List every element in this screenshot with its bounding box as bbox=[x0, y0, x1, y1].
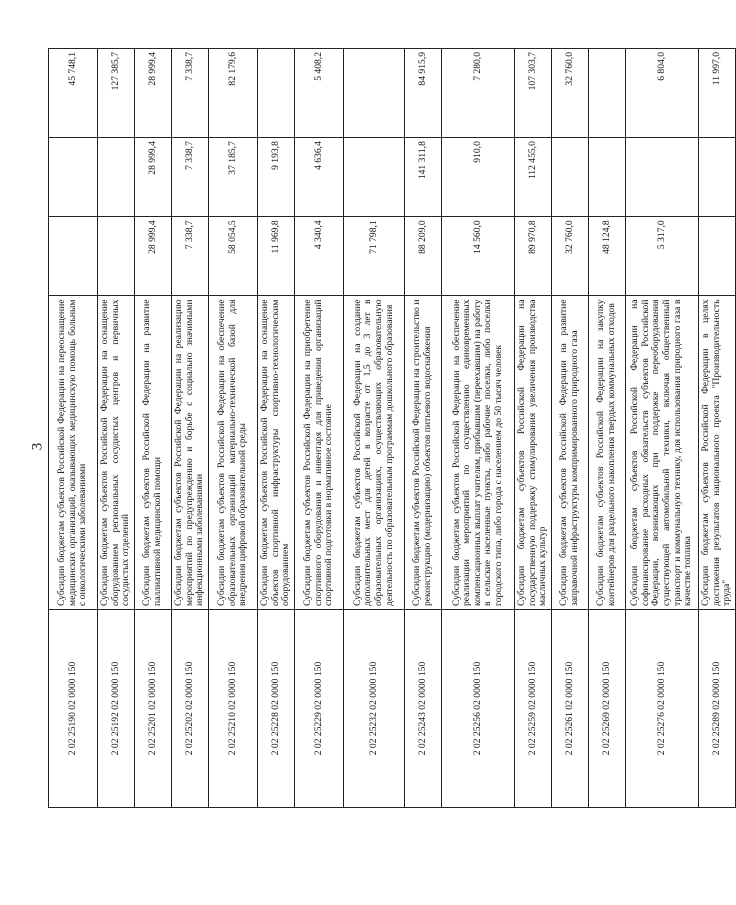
value-cell-3: 7 280,0 bbox=[442, 49, 515, 138]
value-cell-2 bbox=[589, 138, 626, 217]
value-cell-1: 11 969,8 bbox=[258, 217, 295, 296]
value-cell-1 bbox=[98, 217, 135, 296]
value-cell-1: 7 338,7 bbox=[172, 217, 209, 296]
value-cell-2 bbox=[49, 138, 98, 217]
name-cell: Субсидии бюджетам субъектов Российской Федерации на приобретение спортивного оборудования и инвентаря для приведения организаций спортивной подготовки в нормативное состояние bbox=[295, 296, 344, 610]
code-cell: 2 02 25289 02 0000 150 bbox=[699, 610, 736, 808]
value-cell-3 bbox=[344, 49, 405, 138]
value-cell-1: 14 560,0 bbox=[442, 217, 515, 296]
code-cell: 2 02 25232 02 0000 150 bbox=[344, 610, 405, 808]
name-cell: Субсидии бюджетам субъектов Российской Федерации на строительство и реконструкцию (модернизацию) объектов питьевого водоснабжения bbox=[405, 296, 442, 610]
value-cell-3: 6 804,0 bbox=[626, 49, 699, 138]
value-cell-3: 84 915,9 bbox=[405, 49, 442, 138]
value-cell-3 bbox=[589, 49, 626, 138]
value-cell-1: 4 340,4 bbox=[295, 217, 344, 296]
value-cell-1: 89 970,8 bbox=[515, 217, 552, 296]
code-cell: 2 02 25201 02 0000 150 bbox=[135, 610, 172, 808]
table-row bbox=[172, 49, 209, 808]
rotated-page bbox=[48, 48, 733, 808]
table-row bbox=[135, 49, 172, 808]
name-cell: Субсидии бюджетам субъектов Российской Федерации на оснащение оборудованием региональных сосудистых центров и первичных сосудистых отделений bbox=[98, 296, 135, 610]
table-row bbox=[699, 49, 736, 808]
value-cell-3: 45 748,1 bbox=[49, 49, 98, 138]
value-cell-1 bbox=[699, 217, 736, 296]
value-cell-3: 82 179,6 bbox=[209, 49, 258, 138]
code-cell: 2 02 25256 02 0000 150 bbox=[442, 610, 515, 808]
value-cell-2: 7 338,7 bbox=[172, 138, 209, 217]
name-cell: Субсидии бюджетам субъектов Российской Федерации на переоснащение медицинских организаций, оказывающих медицинскую помощь больным с онкологическими заболеваниями bbox=[49, 296, 98, 610]
name-cell: Субсидии бюджетам субъектов Российской Федерации на обеспечение реализации мероприятий по осуществлению единовременных компенсационных выплат учителям, прибывшим (переехавшим) на работу в сельские населенные пункты, либо рабочие поселки, либо поселки городского типа, либо города с населением до 50 тысяч человек bbox=[442, 296, 515, 610]
revenue-table-body bbox=[49, 49, 736, 808]
name-cell: Субсидии бюджетам субъектов Российской Федерации на развитие паллиативной медицинской помощи bbox=[135, 296, 172, 610]
table-row bbox=[209, 49, 258, 808]
value-cell-1: 88 209,0 bbox=[405, 217, 442, 296]
code-cell: 2 02 25229 02 0000 150 bbox=[295, 610, 344, 808]
table-row bbox=[258, 49, 295, 808]
name-cell: Субсидии бюджетам субъектов Российской Федерации на реализацию мероприятий по предупреждению и борьбе с социально значимыми инфекционными заболеваниями bbox=[172, 296, 209, 610]
value-cell-3 bbox=[258, 49, 295, 138]
name-cell: Субсидии бюджетам субъектов Российской Федерации на закупку контейнеров для раздельного накопления твердых коммунальных отходов bbox=[589, 296, 626, 610]
name-cell: Субсидии бюджетам субъектов Российской Федерации в целях достижения результатов национального проекта "Производительность труда" bbox=[699, 296, 736, 610]
code-cell: 2 02 25190 02 0000 150 bbox=[49, 610, 98, 808]
page-number: 3 bbox=[29, 442, 46, 451]
value-cell-3: 11 997,0 bbox=[699, 49, 736, 138]
value-cell-3: 7 338,7 bbox=[172, 49, 209, 138]
table-row bbox=[589, 49, 626, 808]
table-row bbox=[552, 49, 589, 808]
value-cell-3: 28 999,4 bbox=[135, 49, 172, 138]
value-cell-3: 32 760,0 bbox=[552, 49, 589, 138]
table-row bbox=[344, 49, 405, 808]
value-cell-2 bbox=[552, 138, 589, 217]
revenue-table bbox=[48, 48, 736, 808]
code-cell: 2 02 25202 02 0000 150 bbox=[172, 610, 209, 808]
value-cell-1: 5 317,0 bbox=[626, 217, 699, 296]
value-cell-2: 37 185,7 bbox=[209, 138, 258, 217]
table-row bbox=[626, 49, 699, 808]
value-cell-1: 28 999,4 bbox=[135, 217, 172, 296]
table-row bbox=[405, 49, 442, 808]
name-cell: Субсидии бюджетам субъектов Российской Федерации на создание дополнительных мест для детей в возрасте от 1,5 до 3 лет в образовательных организациях, осуществляющих образовательную деятельность по образовательным программам дошкольного образования bbox=[344, 296, 405, 610]
code-cell: 2 02 25269 02 0000 150 bbox=[589, 610, 626, 808]
code-cell: 2 02 25261 02 0000 150 bbox=[552, 610, 589, 808]
value-cell-3: 5 408,2 bbox=[295, 49, 344, 138]
value-cell-1: 32 760,0 bbox=[552, 217, 589, 296]
name-cell: Субсидии бюджетам субъектов Российской Федерации на софинансирование расходных обязательств субъектов Российской Федерации, возникающих при поддержке переоборудования существующей автомобильной техники, включая общественный транспорт и коммунальную технику, для использования природного газа в качестве топлива bbox=[626, 296, 699, 610]
table-row bbox=[49, 49, 98, 808]
code-cell: 2 02 25192 02 0000 150 bbox=[98, 610, 135, 808]
value-cell-1: 48 124,8 bbox=[589, 217, 626, 296]
table-row bbox=[515, 49, 552, 808]
value-cell-1: 58 054,5 bbox=[209, 217, 258, 296]
value-cell-3: 127 385,7 bbox=[98, 49, 135, 138]
value-cell-3: 107 303,7 bbox=[515, 49, 552, 138]
code-cell: 2 02 25228 02 0000 150 bbox=[258, 610, 295, 808]
name-cell: Субсидии бюджетам субъектов Российской Федерации на оснащение объектов спортивной инфраструктуры спортивно-технологическим оборудованием bbox=[258, 296, 295, 610]
table-row bbox=[295, 49, 344, 808]
value-cell-2: 9 193,8 bbox=[258, 138, 295, 217]
name-cell: Субсидии бюджетам субъектов Российской Федерации на обеспечение образовательных организаций материально-технической базой для внедрения цифровой образовательной среды bbox=[209, 296, 258, 610]
value-cell-1 bbox=[49, 217, 98, 296]
name-cell: Субсидии бюджетам субъектов Российской Федерации на государственную поддержку стимулирования увеличения производства масличных культур bbox=[515, 296, 552, 610]
value-cell-2: 4 636,4 bbox=[295, 138, 344, 217]
value-cell-2 bbox=[626, 138, 699, 217]
value-cell-1: 71 798,1 bbox=[344, 217, 405, 296]
code-cell: 2 02 25210 02 0000 150 bbox=[209, 610, 258, 808]
value-cell-2: 910,0 bbox=[442, 138, 515, 217]
table-row bbox=[98, 49, 135, 808]
code-cell: 2 02 25276 02 0000 150 bbox=[626, 610, 699, 808]
value-cell-2: 141 311,8 bbox=[405, 138, 442, 217]
value-cell-2: 112 455,0 bbox=[515, 138, 552, 217]
value-cell-2 bbox=[344, 138, 405, 217]
code-cell: 2 02 25259 02 0000 150 bbox=[515, 610, 552, 808]
value-cell-2 bbox=[98, 138, 135, 217]
name-cell: Субсидии бюджетам субъектов Российской Федерации на развитие заправочной инфраструктуры компримированного природного газа bbox=[552, 296, 589, 610]
code-cell: 2 02 25243 02 0000 150 bbox=[405, 610, 442, 808]
table-row bbox=[442, 49, 515, 808]
value-cell-2 bbox=[699, 138, 736, 217]
value-cell-2: 28 999,4 bbox=[135, 138, 172, 217]
